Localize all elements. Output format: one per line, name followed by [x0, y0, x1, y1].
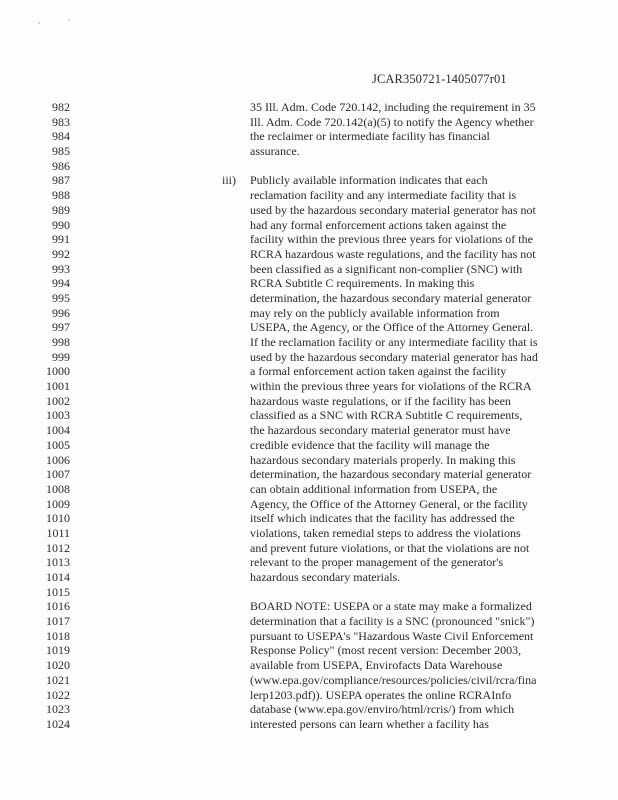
line-text: within the previous three years for violations of the RCRA — [250, 379, 532, 394]
line-text: determination that a facility is a SNC (pronounced "snick") — [250, 614, 535, 629]
line-number: 1019 — [46, 643, 70, 658]
line-number: 1021 — [46, 672, 70, 687]
line-number: 991 — [52, 232, 70, 247]
text-line — [0, 262, 618, 277]
line-text: assurance. — [250, 144, 300, 159]
line-text: If the reclamation facility or any intermediate facility that is — [250, 335, 538, 349]
text-line — [0, 599, 618, 614]
line-number: 1000 — [46, 364, 70, 379]
line-text: 35 Ill. Adm. Code 720.142, including the requirement in 35 — [250, 100, 536, 114]
document-id: JCAR350721-1405077r01 — [372, 72, 507, 86]
line-text: used by the hazardous secondary material generator has had — [250, 349, 538, 364]
line-text: a formal enforcement action taken against the facility — [250, 364, 507, 379]
line-number: 1006 — [46, 452, 70, 467]
line-text: reclamation facility and any intermediate facility that is — [250, 188, 517, 203]
line-number: 996 — [52, 305, 70, 320]
line-number: 1012 — [46, 540, 70, 555]
text-line — [0, 526, 618, 541]
line-text: determination, the hazardous secondary material generator — [250, 467, 532, 482]
line-number: 993 — [52, 261, 70, 276]
text-line — [0, 658, 618, 673]
text-line — [0, 188, 618, 203]
line-number: 997 — [52, 320, 70, 335]
line-number: 1002 — [46, 393, 70, 408]
line-text: facility within the previous three years for violations of the — [250, 232, 533, 247]
line-number: 984 — [52, 129, 70, 144]
text-line — [0, 585, 618, 600]
line-number: 1010 — [46, 511, 70, 526]
line-text: lerp1203.pdf)). USEPA operates the online RCRAInfo — [250, 687, 512, 702]
text-line — [0, 115, 618, 130]
line-text: hazardous waste regulations, or if the facility has been — [250, 393, 511, 408]
text-line — [0, 129, 618, 144]
line-text: interested persons can learn whether a facility has — [250, 716, 489, 731]
line-text: credible evidence that the facility will manage the — [250, 437, 490, 452]
line-text: the hazardous secondary material generator must have — [250, 423, 511, 438]
line-text: Agency, the Office of the Attorney General, or the facility — [250, 496, 528, 511]
line-number: 998 — [52, 335, 70, 349]
text-line — [0, 555, 618, 570]
line-number: 983 — [52, 114, 70, 129]
line-text: available from USEPA, Envirofacts Data Warehouse — [250, 658, 503, 673]
line-text: the reclaimer or intermediate facility has financial — [250, 129, 490, 144]
line-text: USEPA, the Agency, or the Office of the Attorney General. — [250, 320, 534, 335]
text-line — [0, 232, 618, 247]
text-line — [0, 467, 618, 482]
line-text: hazardous secondary materials properly. In making this — [250, 452, 516, 467]
line-number: 1023 — [46, 702, 70, 717]
line-number: 1011 — [46, 525, 70, 540]
text-line — [0, 541, 618, 556]
text-line — [0, 276, 618, 291]
line-text: relevant to the proper management of the generator's — [250, 555, 504, 570]
line-number: 999 — [52, 349, 70, 364]
line-text: had any formal enforcement actions taken against the — [250, 217, 507, 232]
text-line — [0, 497, 618, 512]
line-number: 1016 — [46, 599, 70, 614]
line-number: 1020 — [46, 658, 70, 673]
line-number: 1003 — [46, 408, 70, 423]
line-text: used by the hazardous secondary material generator has not — [250, 202, 536, 217]
text-line — [0, 570, 618, 585]
line-text: classified as a SNC with RCRA Subtitle C requirements, — [250, 408, 523, 423]
line-number: 1001 — [46, 379, 70, 394]
line-text: determination, the hazardous secondary material generator — [250, 290, 532, 305]
text-line — [0, 614, 618, 629]
text-line — [0, 673, 618, 688]
text-line — [0, 423, 618, 438]
line-number: 1005 — [46, 437, 70, 452]
line-number: 995 — [52, 290, 70, 305]
line-text: RCRA hazardous waste regulations, and the facility has not — [250, 246, 536, 261]
line-number: 992 — [52, 246, 70, 261]
line-text: and prevent future violations, or that the violations are not — [250, 540, 530, 555]
line-number: 1007 — [46, 467, 70, 482]
text-line — [0, 335, 618, 350]
text-line — [0, 408, 618, 423]
text-line — [0, 203, 618, 218]
numbered-text-body — [0, 100, 618, 732]
line-text: database (www.epa.gov/enviro/html/rcris/) from which — [250, 702, 515, 717]
text-line — [0, 218, 618, 233]
line-number: 1022 — [46, 687, 70, 702]
line-text: Ill. Adm. Code 720.142(a)(5) to notify the Agency whether — [250, 114, 534, 129]
line-text: (www.epa.gov/compliance/resources/policies/civil/rcra/fina — [250, 672, 537, 687]
line-text: itself which indicates that the facility has addressed the — [250, 511, 515, 526]
line-number: 1015 — [46, 584, 70, 599]
text-line — [0, 247, 618, 262]
line-number: 986 — [52, 158, 70, 173]
text-line — [0, 173, 618, 188]
line-number: 985 — [52, 144, 70, 159]
line-text: Response Policy" (most recent version: December 2003, — [250, 643, 522, 658]
line-number: 1014 — [46, 570, 70, 584]
text-line — [0, 306, 618, 321]
line-text: RCRA Subtitle C requirements. In making this — [250, 276, 475, 291]
line-number: 994 — [52, 276, 70, 291]
text-line — [0, 717, 618, 732]
line-number: 1008 — [46, 481, 70, 496]
line-text: been classified as a significant non-complier (SNC) with — [250, 261, 523, 276]
text-line — [0, 144, 618, 159]
line-number: 1018 — [46, 628, 70, 643]
text-line — [0, 159, 618, 174]
text-line — [0, 453, 618, 468]
line-number: 987 — [52, 173, 70, 188]
text-line — [0, 350, 618, 365]
text-line — [0, 100, 618, 115]
line-text: Publicly available information indicates that each — [250, 173, 488, 188]
text-line — [0, 702, 618, 717]
line-text: hazardous secondary materials. — [250, 570, 401, 584]
text-line — [0, 643, 618, 658]
subsection-marker: iii) — [222, 173, 236, 188]
line-text: violations, taken remedial steps to address the violations — [250, 525, 521, 540]
line-number: 1009 — [46, 496, 70, 511]
text-line — [0, 379, 618, 394]
text-line — [0, 438, 618, 453]
line-number: 1013 — [46, 555, 70, 570]
text-line — [0, 511, 618, 526]
line-text: BOARD NOTE: USEPA or a state may make a formalized — [250, 599, 532, 614]
text-line — [0, 482, 618, 497]
text-line — [0, 629, 618, 644]
line-number: 989 — [52, 202, 70, 217]
text-line — [0, 291, 618, 306]
text-line — [0, 688, 618, 703]
line-text: may rely on the publicly available information from — [250, 305, 500, 320]
text-line — [0, 320, 618, 335]
line-number: 982 — [52, 100, 70, 114]
line-number: 988 — [52, 188, 70, 203]
line-number: 990 — [52, 217, 70, 232]
text-line — [0, 394, 618, 409]
text-line — [0, 364, 618, 379]
line-text: can obtain additional information from USEPA, the — [250, 481, 498, 496]
line-number: 1024 — [46, 716, 70, 731]
line-number: 1017 — [46, 614, 70, 629]
line-text: pursuant to USEPA's "Hazardous Waste Civil Enforcement — [250, 628, 534, 643]
line-number: 1004 — [46, 423, 70, 438]
